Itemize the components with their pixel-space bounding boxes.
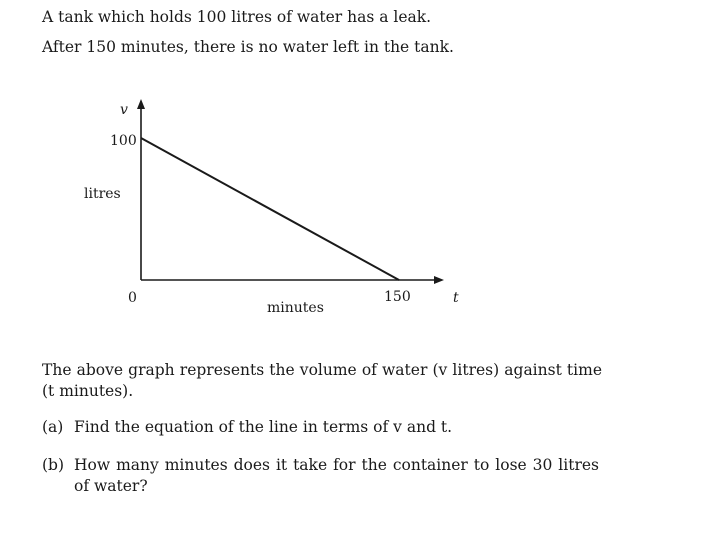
series-line: [141, 138, 399, 280]
x-axis-symbol: t: [453, 290, 459, 306]
x-tick-0: 0: [128, 290, 137, 306]
x-tick-150: 150: [384, 289, 411, 305]
question-a: [42, 418, 452, 436]
question-a-label: (a): [42, 418, 64, 436]
intro-line-2: After 150 minutes, there is no water left in the tank.: [42, 38, 454, 56]
intro-line-1: A tank which holds 100 litres of water has a leak.: [42, 8, 432, 26]
description-paragraph: The above graph represents the volume of water (v litres) against time (t minutes).: [42, 361, 602, 400]
question-b-label: (b): [42, 456, 65, 474]
x-axis-arrow: [434, 276, 444, 284]
y-axis-symbol: v: [120, 102, 128, 118]
y-axis-arrow: [137, 99, 145, 109]
x-axis-label: minutes: [267, 300, 324, 316]
y-tick-100: 100: [110, 133, 137, 149]
question-b: [42, 455, 602, 497]
y-axis-label: litres: [84, 186, 121, 202]
question-a-text: Find the equation of the line in terms of v and t.: [74, 418, 453, 436]
question-b-text: How many minutes does it take for the container to lose 30 litres of water?: [74, 456, 599, 495]
